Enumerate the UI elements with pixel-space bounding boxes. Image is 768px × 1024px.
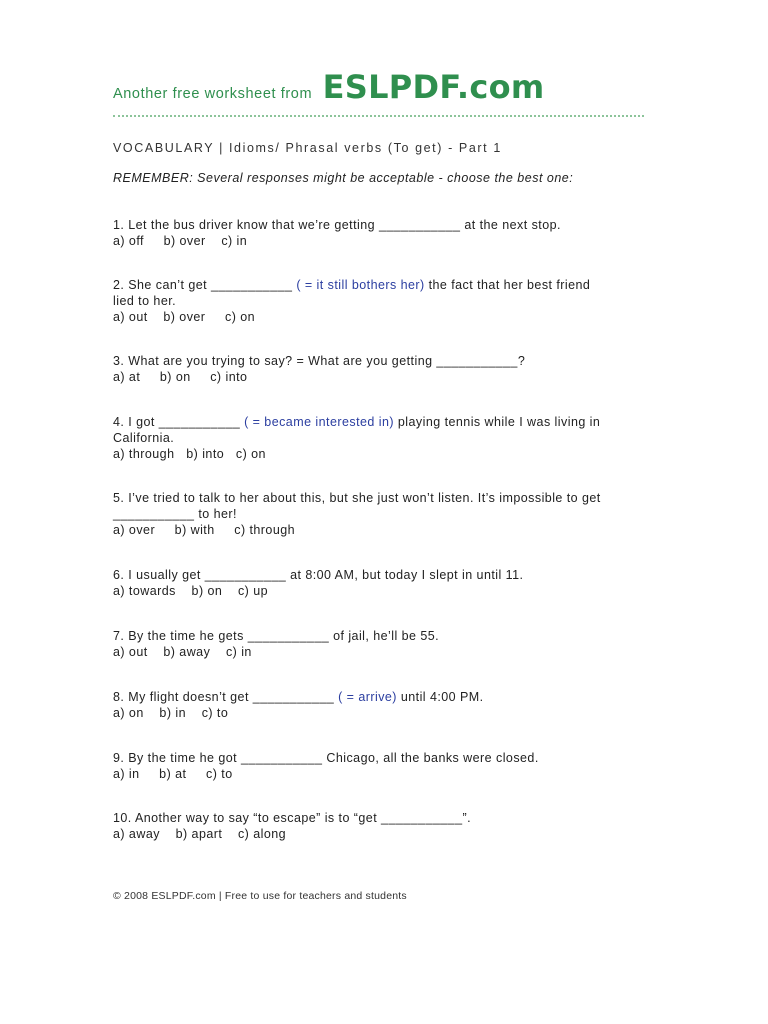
answer-options: a) over b) with c) through xyxy=(113,523,296,537)
answer-options: a) away b) apart c) along xyxy=(113,827,287,841)
brand-logo: ESLPDF.com xyxy=(322,68,545,106)
question-7 xyxy=(113,628,653,660)
question-text: 7. By the time he gets ___________ of jail, he’ll be 55. xyxy=(113,629,440,643)
question-4 xyxy=(113,414,653,462)
question-text-continued: playing tennis while I was living in xyxy=(393,415,601,429)
question-text-continued: until 4:00 PM. xyxy=(396,690,484,704)
question-2 xyxy=(113,277,653,325)
question-text-line2: lied to her. xyxy=(113,294,177,308)
question-text: 6. I usually get ___________ at 8:00 AM, but today I slept in until 11. xyxy=(113,568,524,582)
question-hint: ( = became interested in) xyxy=(244,415,394,429)
question-5 xyxy=(113,490,653,538)
question-text: 2. She can’t get ___________ xyxy=(113,278,297,292)
answer-options: a) through b) into c) on xyxy=(113,447,266,461)
question-text: 3. What are you trying to say? = What are you getting ___________? xyxy=(113,354,526,368)
question-6 xyxy=(113,567,653,599)
question-text: 4. I got ___________ xyxy=(113,415,245,429)
question-text: 5. I’ve tried to talk to her about this, but she just won’t listen. It’s impossible to get xyxy=(113,491,601,505)
answer-options: a) towards b) on c) up xyxy=(113,584,269,598)
question-hint: ( = arrive) xyxy=(338,690,397,704)
copyright-footer: © 2008 ESLPDF.com | Free to use for teachers and students xyxy=(113,890,407,902)
question-1 xyxy=(113,217,653,249)
question-10 xyxy=(113,810,653,842)
answer-options: a) off b) over c) in xyxy=(113,234,248,248)
question-text: 9. By the time he got ___________ Chicago, all the banks were closed. xyxy=(113,751,539,765)
question-hint: ( = it still bothers her) xyxy=(296,278,425,292)
question-text-line2: California. xyxy=(113,431,175,445)
answer-options: a) out b) away c) in xyxy=(113,645,252,659)
question-8 xyxy=(113,689,653,721)
question-text: 10. Another way to say “to escape” is to “get ___________”. xyxy=(113,811,472,825)
dotted-divider xyxy=(113,115,644,117)
header-tagline: Another free worksheet from xyxy=(113,86,313,102)
question-text-continued: the fact that her best friend xyxy=(424,278,591,292)
worksheet-title: VOCABULARY | Idioms/ Phrasal verbs (To get) - Part 1 xyxy=(113,141,502,155)
question-text: 1. Let the bus driver know that we’re getting ___________ at the next stop. xyxy=(113,218,561,232)
instructions: REMEMBER: Several responses might be acceptable - choose the best one: xyxy=(113,171,574,185)
question-text: 8. My flight doesn’t get ___________ xyxy=(113,690,339,704)
answer-options: a) in b) at c) to xyxy=(113,767,233,781)
answer-options: a) out b) over c) on xyxy=(113,310,256,324)
question-9 xyxy=(113,750,653,782)
answer-options: a) on b) in c) to xyxy=(113,706,229,720)
worksheet-header xyxy=(113,68,653,106)
question-3 xyxy=(113,353,653,385)
question-text-line2: ___________ to her! xyxy=(113,507,237,521)
answer-options: a) at b) on c) into xyxy=(113,370,248,384)
